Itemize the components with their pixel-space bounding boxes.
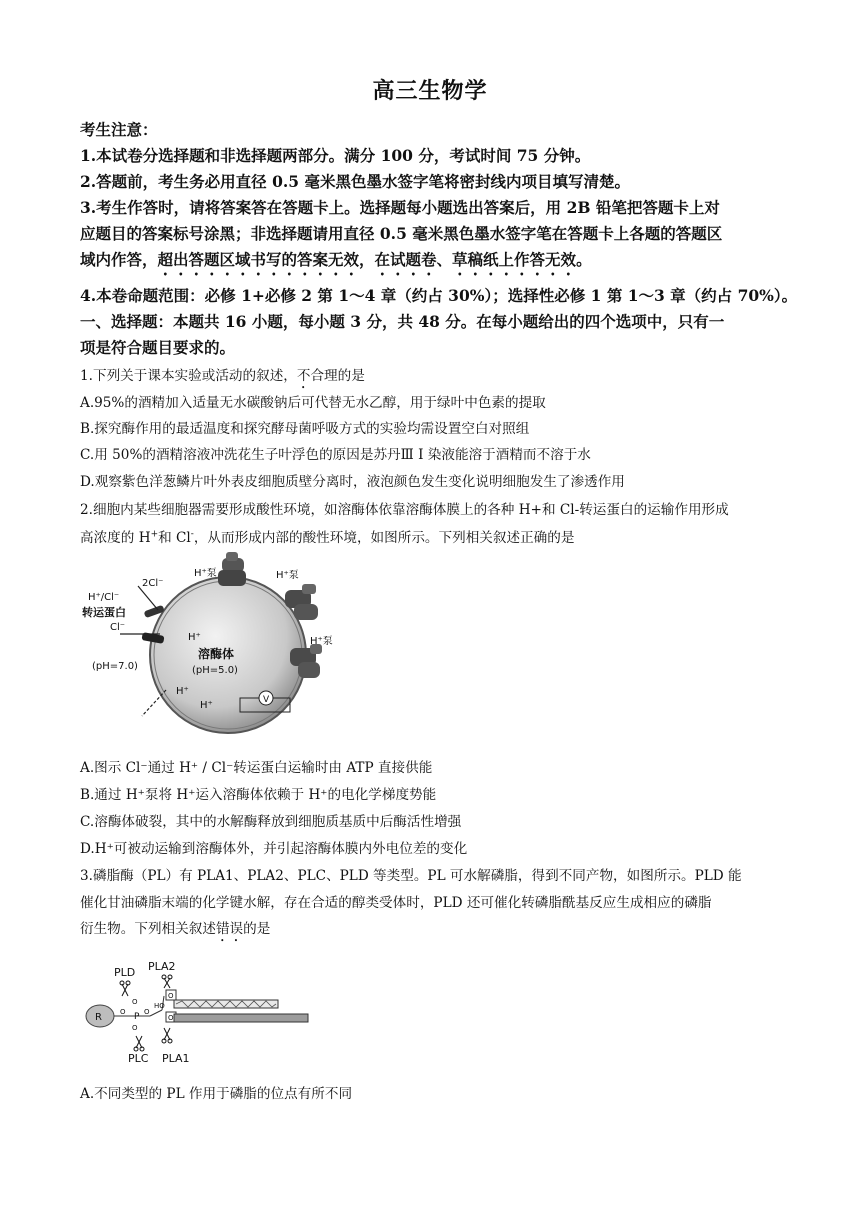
emphasized-text: 错误 (215, 921, 244, 937)
label-proton-pump-right: H⁺泵 (310, 636, 333, 647)
scissors-icon (162, 1028, 172, 1043)
stem-text: 和 Cl (158, 530, 191, 546)
question-1-stem (80, 364, 780, 392)
label-o: O (132, 998, 138, 1006)
label-transporter: 转运蛋白 (82, 606, 126, 619)
question-3-stem-line-3 (80, 917, 780, 945)
label-pla2: PLA2 (148, 960, 176, 973)
notice-item-1: 1.本试卷分选择题和非选择题两部分。满分 100 分，考试时间 75 分钟。 (80, 146, 591, 165)
arrow (138, 586, 158, 610)
label-pla1: PLA1 (162, 1052, 190, 1065)
label-ho: HO (154, 1002, 165, 1010)
emphasized-text: 超出答题区域书写的答案无效 (157, 250, 360, 269)
question-2-option-c: C.溶酶体破裂，其中的水解酶释放到细胞质基质中后酶活性增强 (80, 814, 462, 830)
label-o: O (132, 1024, 138, 1032)
emphasized-text: 在试题卷、草稿纸上作答无效 (374, 250, 577, 269)
superscript: + (150, 529, 159, 540)
section-heading-line-1: 一、选择题：本题共 16 小题，每小题 3 分，共 48 分。在每小题给出的四个选项中，只有一 (80, 312, 725, 331)
notice-text: ， (359, 250, 375, 269)
label-ph-inside: (pH=5.0) (192, 665, 238, 676)
stem-text: 合理的是 (310, 368, 365, 384)
label-o: O (144, 1008, 150, 1016)
notice-heading: 考生注意： (80, 120, 158, 139)
label-r: R (95, 1012, 102, 1023)
notice-item-2: 2.答题前，考生务必用直径 0.5 毫米黑色墨水签字笔将密封线内项目填写清楚。 (80, 172, 630, 191)
notice-item-4: 4.本卷命题范围：必修 1+必修 2 第 1～4 章（约占 30%）；选择性必修 1 第 1～3 章（约占 70%）。 (80, 286, 798, 305)
stem-text: 的是 (243, 921, 271, 937)
label-cl: Cl⁻ (110, 622, 126, 633)
label-plc: PLC (128, 1052, 149, 1065)
question-2-option-a: A.图示 Cl⁻通过 H⁺ / Cl⁻转运蛋白运输时由 ATP 直接供能 (80, 760, 433, 776)
question-1-option-c: C.用 50%的酒精溶液冲洗花生子叶浮色的原因是苏丹Ⅲ I 染液能溶于酒精而不溶于水 (80, 447, 591, 463)
question-1-option-a: A.95%的酒精加入适量无水碳酸钠后可代替无水乙醇，用于绿叶中色素的提取 (80, 395, 546, 411)
phospholipid-figure (80, 958, 320, 1068)
emphasized-text: 不 (296, 368, 311, 384)
question-1-option-b: B.探究酶作用的最适温度和探究酵母菌呼吸方式的实验均需设置空白对照组 (80, 421, 530, 437)
label-ph-outside: (pH=7.0) (92, 661, 138, 672)
label-o: O (168, 992, 174, 1000)
question-2-stem-line-1: 2.细胞内某些细胞器需要形成酸性环境，如溶酶体依靠溶酶体膜上的各种 H+和 Cl-转运蛋白的运输作用形成 (80, 502, 729, 518)
label-proton-pump-top: H⁺泵 (194, 568, 217, 579)
notice-item-3-line-3 (80, 248, 780, 279)
label-p: P (134, 1012, 140, 1022)
notice-text: 域内作答， (80, 250, 158, 269)
bond (150, 1010, 162, 1016)
fatty-acid-chain-sn1 (174, 1014, 308, 1022)
label-h-inside: H⁺ (188, 632, 201, 643)
scissors-icon (162, 975, 172, 988)
stem-text: 1.下列关于课本实验或活动的叙述， (80, 368, 297, 384)
scissors-icon (120, 981, 130, 996)
proton-pump-top (218, 552, 246, 586)
notice-item-3-line-2: 应题目的答案标号涂黑；非选择题请用直径 0.5 毫米黑色墨水签字笔在答题卡上各题的答题区 (80, 224, 723, 243)
stem-text: ，从而形成内部的酸性环境，如图所示。下列相关叙述正确的是 (193, 530, 575, 546)
section-heading-line-2: 项是符合题目要求的。 (80, 338, 236, 357)
notice-item-3-line-1: 3.考生作答时，请将答案答在答题卡上。选择题每小题选出答案后，用 2B 铅笔把答题卡上对 (80, 198, 720, 217)
label-h-cl: H⁺/Cl⁻ (88, 592, 120, 603)
question-3-stem-line-1: 3.磷脂酶（PL）有 PLA1、PLA2、PLC、PLD 等类型。PL 可水解磷脂，得到不同产物，如图所示。PLD 能 (80, 868, 742, 884)
question-1-option-d: D.观察紫色洋葱鳞片叶外表皮细胞质壁分离时，液泡颜色发生变化说明细胞发生了渗透作用 (80, 474, 625, 490)
superscript: - (190, 529, 194, 540)
stem-text: 衍生物。下列相关叙述 (80, 921, 216, 937)
voltmeter-label: V (263, 695, 270, 705)
label-o: O (120, 1008, 126, 1016)
label-pld: PLD (114, 966, 136, 979)
lysosome-figure (80, 548, 350, 748)
label-o: O (168, 1014, 174, 1022)
label-h-out-2: H⁺ (200, 700, 213, 711)
scissors-icon (134, 1036, 144, 1051)
label-h-out-1: H⁺ (176, 686, 189, 697)
page-title: 高三生物学 (372, 78, 488, 104)
notice-text: 。 (576, 250, 592, 269)
question-3-option-a: A.不同类型的 PL 作用于磷脂的位点有所不同 (80, 1086, 353, 1102)
question-2-option-b: B.通过 H⁺泵将 H⁺运入溶酶体依赖于 H⁺的电化学梯度势能 (80, 787, 437, 803)
label-proton-pump-right-top: H⁺泵 (276, 570, 299, 581)
stem-text: 高浓度的 H (80, 530, 151, 546)
arrow (142, 690, 166, 716)
question-2-stem-line-2 (80, 526, 780, 546)
question-2-option-d: D.H⁺可被动运输到溶酶体外，并引起溶酶体膜内外电位差的变化 (80, 841, 468, 857)
fatty-acid-chain-sn2 (174, 1000, 278, 1008)
question-3-stem-line-2: 催化甘油磷脂末端的化学键水解，存在合适的醇类受体时，PLD 还可催化转磷脂酰基反应生成相应的磷脂 (80, 895, 712, 911)
label-2cl: 2Cl⁻ (142, 578, 164, 589)
label-lysosome: 溶酶体 (198, 647, 235, 661)
